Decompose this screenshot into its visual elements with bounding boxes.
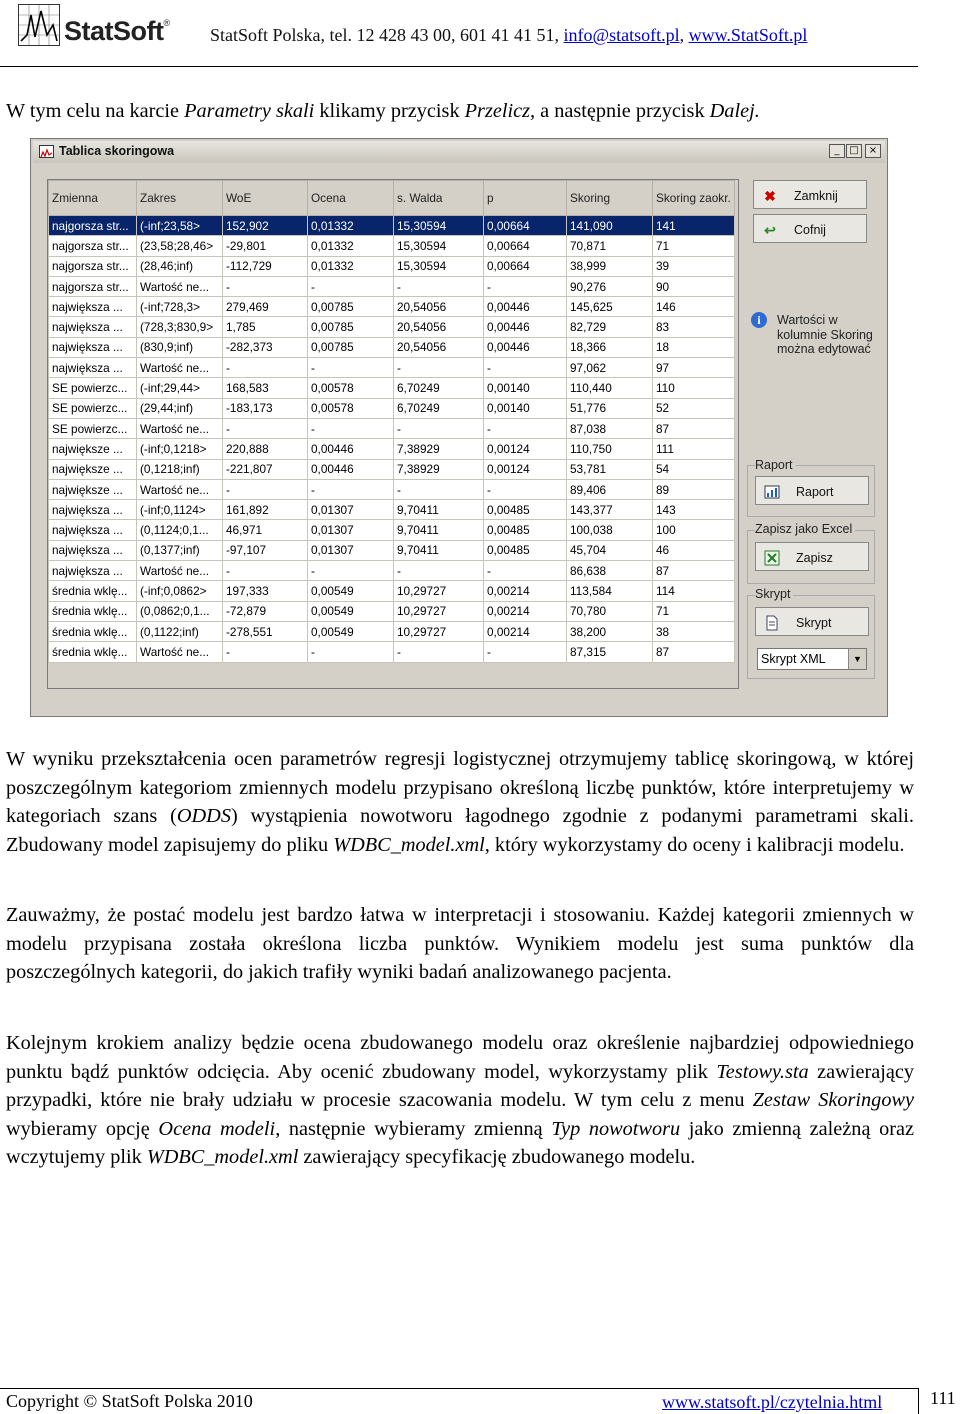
table-cell: najgorsza str... xyxy=(49,216,137,236)
table-cell: SE powierzc... xyxy=(49,418,137,438)
table-row[interactable] xyxy=(49,642,735,662)
table-cell: - xyxy=(394,561,484,581)
table-cell: 152,902 xyxy=(223,216,308,236)
table-cell: 10,29727 xyxy=(394,581,484,601)
table-cell: 0,00485 xyxy=(484,540,567,560)
table-row[interactable] xyxy=(49,540,735,560)
table-cell[interactable]: 113,584 xyxy=(567,581,653,601)
table-cell: 0,00124 xyxy=(484,459,567,479)
table-cell[interactable]: 90 xyxy=(653,276,735,296)
table-cell: 0,00785 xyxy=(308,337,394,357)
table-cell: - xyxy=(308,479,394,499)
table-row[interactable] xyxy=(49,601,735,621)
table-row[interactable] xyxy=(49,317,735,337)
table-cell: największa ... xyxy=(49,540,137,560)
info-note: Wartości w kolumnie Skoring można edytować xyxy=(777,313,873,356)
table-cell: - xyxy=(223,276,308,296)
table-cell: 197,333 xyxy=(223,581,308,601)
table-cell: (28,46;inf) xyxy=(137,256,223,276)
table-cell: 15,30594 xyxy=(394,216,484,236)
table-cell[interactable]: 51,776 xyxy=(567,398,653,418)
table-cell: (29,44;inf) xyxy=(137,398,223,418)
table-row[interactable] xyxy=(49,216,735,236)
close-button[interactable]: ✖ Zamknij xyxy=(753,180,867,209)
table-row[interactable] xyxy=(49,378,735,398)
table-cell: 0,00446 xyxy=(308,439,394,459)
statsoft-logo-text: StatSoft® xyxy=(64,16,170,46)
table-cell[interactable]: 70,780 xyxy=(567,601,653,621)
close-x-icon: ✖ xyxy=(764,188,776,204)
table-cell: - xyxy=(394,358,484,378)
table-cell: 0,00446 xyxy=(484,337,567,357)
statsoft-logo-icon xyxy=(18,4,60,46)
table-cell: 20,54056 xyxy=(394,297,484,317)
column-header[interactable]: Skoring zaokr. xyxy=(653,181,735,216)
table-cell: 0,00578 xyxy=(308,378,394,398)
table-cell: SE powierzc... xyxy=(49,378,137,398)
table-cell: średnia wklę... xyxy=(49,621,137,641)
table-cell: średnia wklę... xyxy=(49,601,137,621)
table-cell: (-inf;0,1218> xyxy=(137,439,223,459)
table-cell[interactable]: 38 xyxy=(653,621,735,641)
table-cell: 15,30594 xyxy=(394,236,484,256)
table-cell: -97,107 xyxy=(223,540,308,560)
table-cell[interactable]: 143 xyxy=(653,500,735,520)
table-cell: -221,807 xyxy=(223,459,308,479)
table-cell[interactable]: 141 xyxy=(653,216,735,236)
table-cell: - xyxy=(484,479,567,499)
table-cell: 0,01307 xyxy=(308,520,394,540)
back-button[interactable]: ↩ Cofnij xyxy=(753,214,867,243)
table-cell: największa ... xyxy=(49,337,137,357)
table-cell: najgorsza str... xyxy=(49,256,137,276)
table-cell: 0,01332 xyxy=(308,216,394,236)
column-header[interactable]: s. Walda xyxy=(394,181,484,216)
scoring-table-window xyxy=(30,138,888,717)
table-cell[interactable]: 71 xyxy=(653,601,735,621)
excel-group-label: Zapisz jako Excel xyxy=(755,522,855,536)
table-cell: największe ... xyxy=(49,459,137,479)
table-cell[interactable]: 87,315 xyxy=(567,642,653,662)
scoring-grid[interactable] xyxy=(47,179,739,689)
column-header[interactable]: Zakres xyxy=(137,181,223,216)
table-cell: - xyxy=(308,418,394,438)
table-cell[interactable]: 100,038 xyxy=(567,520,653,540)
table-cell[interactable]: 87 xyxy=(653,642,735,662)
table-cell: - xyxy=(484,561,567,581)
paragraph-model-evaluation: Kolejnym krokiem analizy będzie ocena zbudowanego modelu oraz określenie najbardziej odpowiedniego punktu bądź punktów odcięcia. Aby ocenić zbudowany model, wykorzystamy plik Testowy.sta zawierający przypadki, które nie brały udziału w procesie szacowania modelu. W tym celu z menu Zestaw Skoringowy wybieramy opcję Ocena modeli, następnie wybieramy zmienną Typ nowotworu jako zmienną zależną oraz wczytujemy plik WDBC_model.xml zawierający specyfikację zbudowanego modelu. xyxy=(6,1032,914,1169)
table-cell: 168,583 xyxy=(223,378,308,398)
column-header[interactable]: Ocena xyxy=(308,181,394,216)
table-cell: 0,00140 xyxy=(484,378,567,398)
table-cell: najgorsza str... xyxy=(49,236,137,256)
table-cell: - xyxy=(484,418,567,438)
undo-arrow-icon: ↩ xyxy=(764,222,776,238)
table-cell: Wartość ne... xyxy=(137,276,223,296)
table-cell: 20,54056 xyxy=(394,317,484,337)
table-cell[interactable]: 89,406 xyxy=(567,479,653,499)
minimize-button[interactable]: _ xyxy=(829,144,845,158)
table-cell[interactable]: 110,440 xyxy=(567,378,653,398)
window-title: Tablica skoringowa xyxy=(59,144,175,158)
table-cell[interactable]: 145,625 xyxy=(567,297,653,317)
table-row[interactable] xyxy=(49,276,735,296)
table-cell: 9,70411 xyxy=(394,500,484,520)
report-group-label: Raport xyxy=(755,458,796,472)
table-cell: 10,29727 xyxy=(394,621,484,641)
table-cell: Wartość ne... xyxy=(137,642,223,662)
table-cell: 0,00785 xyxy=(308,297,394,317)
table-cell: - xyxy=(484,642,567,662)
table-cell: 20,54056 xyxy=(394,337,484,357)
table-cell: 0,00549 xyxy=(308,621,394,641)
table-cell: 0,00664 xyxy=(484,216,567,236)
table-cell[interactable]: 39 xyxy=(653,256,735,276)
table-cell: Wartość ne... xyxy=(137,418,223,438)
table-cell: - xyxy=(308,561,394,581)
table-cell[interactable]: 83 xyxy=(653,317,735,337)
table-cell: - xyxy=(308,642,394,662)
table-cell: średnia wklę... xyxy=(49,642,137,662)
table-cell[interactable]: 52 xyxy=(653,398,735,418)
table-cell: (830,9;inf) xyxy=(137,337,223,357)
excel-icon xyxy=(764,550,780,566)
table-cell: - xyxy=(223,418,308,438)
table-row[interactable] xyxy=(49,398,735,418)
table-cell[interactable]: 97,062 xyxy=(567,358,653,378)
table-cell: - xyxy=(394,276,484,296)
table-cell: 7,38929 xyxy=(394,459,484,479)
table-cell[interactable]: 141,090 xyxy=(567,216,653,236)
table-cell[interactable]: 53,781 xyxy=(567,459,653,479)
table-cell[interactable]: 110 xyxy=(653,378,735,398)
table-cell: -29,801 xyxy=(223,236,308,256)
table-cell: - xyxy=(394,418,484,438)
table-cell[interactable]: 114 xyxy=(653,581,735,601)
table-row[interactable] xyxy=(49,479,735,499)
table-cell: -278,551 xyxy=(223,621,308,641)
table-row[interactable] xyxy=(49,297,735,317)
table-cell: 0,00446 xyxy=(308,459,394,479)
table-cell: 0,00785 xyxy=(308,317,394,337)
table-cell: Wartość ne... xyxy=(137,479,223,499)
table-cell: 0,00664 xyxy=(484,236,567,256)
script-button[interactable]: Skrypt xyxy=(755,607,869,636)
table-cell: - xyxy=(394,479,484,499)
table-cell: (0,1377;inf) xyxy=(137,540,223,560)
footer-copyright: Copyright © StatSoft Polska 2010 xyxy=(6,1391,253,1411)
footer-separator xyxy=(918,1388,919,1414)
table-cell: - xyxy=(223,479,308,499)
table-cell: 0,01332 xyxy=(308,236,394,256)
table-cell: 0,01307 xyxy=(308,540,394,560)
paragraph-model-interpretation: Zauważmy, że postać modelu jest bardzo łatwa w interpretacji i stosowaniu. Każdej kategorii zmiennych w modelu przypisana została określona liczba punktów. Wynikiem modelu jest suma punktów dla poszczególnych kategorii, do jakich trafiły wyniki badań analizowanego pacjenta. xyxy=(6,904,914,984)
chart-app-icon xyxy=(39,145,54,158)
table-cell: największa ... xyxy=(49,358,137,378)
table-cell: - xyxy=(223,561,308,581)
table-cell[interactable]: 100 xyxy=(653,520,735,540)
table-cell[interactable]: 54 xyxy=(653,459,735,479)
table-cell[interactable]: 111 xyxy=(653,439,735,459)
table-cell: 46,971 xyxy=(223,520,308,540)
table-cell: 0,00214 xyxy=(484,621,567,641)
table-cell: największa ... xyxy=(49,317,137,337)
table-cell[interactable]: 89 xyxy=(653,479,735,499)
table-row[interactable] xyxy=(49,358,735,378)
header-divider xyxy=(0,66,918,67)
table-cell: (728,3;830,9> xyxy=(137,317,223,337)
paragraph-scoring-table: W wyniku przekształcenia ocen parametrów regresji logistycznej otrzymujemy tablicę skoringową, w której poszczególnym kategoriom zmiennych modelu przypisano określoną liczbę punktów, które interpretujemy w kategoriach szans (ODDS) wystąpienia nowotworu łagodnego zgodnie z podanymi parametrami skali. Zbudowany model zapisujemy do pliku WDBC_model.xml, który wykorzystamy do oceny i kalibracji modelu. xyxy=(6,748,914,856)
table-cell: 0,00140 xyxy=(484,398,567,418)
table-cell: średnia wklę... xyxy=(49,581,137,601)
table-cell: Wartość ne... xyxy=(137,561,223,581)
table-cell: - xyxy=(223,358,308,378)
table-cell[interactable]: 146 xyxy=(653,297,735,317)
table-cell: 0,00549 xyxy=(308,581,394,601)
table-cell: 1,785 xyxy=(223,317,308,337)
intro-paragraph: W tym celu na karcie Parametry skali klikamy przycisk Przelicz, a następnie przycisk Dalej. xyxy=(6,100,760,122)
table-row[interactable] xyxy=(49,459,735,479)
table-cell[interactable]: 97 xyxy=(653,358,735,378)
table-cell: (-inf;23,58> xyxy=(137,216,223,236)
script-format-select[interactable]: Skrypt XML ▼ xyxy=(757,648,867,670)
table-row[interactable] xyxy=(49,621,735,641)
table-cell[interactable]: 86,638 xyxy=(567,561,653,581)
table-cell[interactable]: 87 xyxy=(653,561,735,581)
table-cell: 0,01332 xyxy=(308,256,394,276)
table-cell: (23,58;28,46> xyxy=(137,236,223,256)
script-page-icon xyxy=(764,615,780,631)
column-header[interactable]: Zmienna xyxy=(49,181,137,216)
table-cell[interactable]: 38,999 xyxy=(567,256,653,276)
table-cell: 0,00214 xyxy=(484,601,567,621)
table-row[interactable] xyxy=(49,561,735,581)
table-cell: największa ... xyxy=(49,561,137,581)
table-cell: - xyxy=(308,358,394,378)
column-header[interactable]: Skoring xyxy=(567,181,653,216)
table-cell: (-inf;0,0862> xyxy=(137,581,223,601)
table-cell: 6,70249 xyxy=(394,378,484,398)
table-row[interactable] xyxy=(49,337,735,357)
table-cell: 7,38929 xyxy=(394,439,484,459)
table-cell: 0,00124 xyxy=(484,439,567,459)
maximize-button[interactable]: □ xyxy=(846,144,862,158)
table-cell: 0,00549 xyxy=(308,601,394,621)
table-row[interactable] xyxy=(49,418,735,438)
table-cell[interactable]: 110,750 xyxy=(567,439,653,459)
table-cell: - xyxy=(484,358,567,378)
table-cell: 0,00446 xyxy=(484,297,567,317)
table-cell: - xyxy=(394,642,484,662)
table-cell[interactable]: 87 xyxy=(653,418,735,438)
save-button[interactable]: Zapisz xyxy=(755,542,869,571)
table-cell: 161,892 xyxy=(223,500,308,520)
table-cell: 279,469 xyxy=(223,297,308,317)
report-chart-icon xyxy=(764,484,780,500)
table-cell[interactable]: 90,276 xyxy=(567,276,653,296)
table-cell: 10,29727 xyxy=(394,601,484,621)
table-cell: 0,01307 xyxy=(308,500,394,520)
table-cell: 0,00214 xyxy=(484,581,567,601)
info-icon: i xyxy=(751,312,767,328)
table-cell: największa ... xyxy=(49,520,137,540)
website-link[interactable]: www.StatSoft.pl xyxy=(688,25,808,45)
table-cell: 0,00446 xyxy=(484,317,567,337)
table-cell[interactable]: 87,038 xyxy=(567,418,653,438)
table-row[interactable] xyxy=(49,439,735,459)
table-cell: 9,70411 xyxy=(394,540,484,560)
footer-divider xyxy=(0,1388,918,1389)
table-row[interactable] xyxy=(49,520,735,540)
table-cell[interactable]: 143,377 xyxy=(567,500,653,520)
table-cell: największe ... xyxy=(49,439,137,459)
table-cell: - xyxy=(308,276,394,296)
table-cell: SE powierzc... xyxy=(49,398,137,418)
table-cell: - xyxy=(223,642,308,662)
table-cell[interactable]: 82,729 xyxy=(567,317,653,337)
table-cell[interactable]: 70,871 xyxy=(567,236,653,256)
window-titlebar xyxy=(33,141,885,163)
table-cell: 0,00664 xyxy=(484,256,567,276)
table-cell: największa ... xyxy=(49,500,137,520)
table-row[interactable] xyxy=(49,236,735,256)
table-cell[interactable]: 18 xyxy=(653,337,735,357)
table-cell: największa ... xyxy=(49,297,137,317)
table-cell: Wartość ne... xyxy=(137,358,223,378)
header-contact: StatSoft Polska, tel. 12 428 43 00, 601 41 41 51, info@statsoft.pl, www.StatSoft.pl xyxy=(210,25,808,45)
page-number: 111 xyxy=(930,1388,956,1408)
table-cell: (-inf;0,1124> xyxy=(137,500,223,520)
table-cell: 15,30594 xyxy=(394,256,484,276)
table-cell[interactable]: 46 xyxy=(653,540,735,560)
footer-link[interactable]: www.statsoft.pl/czytelnia.html xyxy=(662,1392,883,1412)
window-close-button[interactable]: × xyxy=(865,144,881,158)
table-cell: (-inf;728,3> xyxy=(137,297,223,317)
scoring-table xyxy=(48,180,735,663)
table-cell: 0,00485 xyxy=(484,520,567,540)
table-cell: (0,0862;0,1... xyxy=(137,601,223,621)
table-cell: największe ... xyxy=(49,479,137,499)
table-cell[interactable]: 45,704 xyxy=(567,540,653,560)
table-cell: -112,729 xyxy=(223,256,308,276)
table-cell: 220,888 xyxy=(223,439,308,459)
column-header[interactable]: WoE xyxy=(223,181,308,216)
table-cell: najgorsza str... xyxy=(49,276,137,296)
table-cell: 0,00578 xyxy=(308,398,394,418)
table-row[interactable] xyxy=(49,581,735,601)
chevron-down-icon[interactable]: ▼ xyxy=(848,649,866,669)
table-cell: 6,70249 xyxy=(394,398,484,418)
table-cell[interactable]: 71 xyxy=(653,236,735,256)
email-link[interactable]: info@statsoft.pl xyxy=(563,25,680,45)
table-cell: (0,1122;inf) xyxy=(137,621,223,641)
table-cell: (0,1218;inf) xyxy=(137,459,223,479)
table-cell: (-inf;29,44> xyxy=(137,378,223,398)
table-cell: (0,1124;0,1... xyxy=(137,520,223,540)
table-cell: 9,70411 xyxy=(394,520,484,540)
report-button[interactable]: Raport xyxy=(755,476,869,505)
table-row[interactable] xyxy=(49,256,735,276)
script-group-label: Skrypt xyxy=(755,587,793,601)
table-cell[interactable]: 38,200 xyxy=(567,621,653,641)
table-cell: -72,879 xyxy=(223,601,308,621)
table-cell[interactable]: 18,366 xyxy=(567,337,653,357)
table-row[interactable] xyxy=(49,500,735,520)
table-cell: - xyxy=(484,276,567,296)
table-cell: -183,173 xyxy=(223,398,308,418)
table-cell: -282,373 xyxy=(223,337,308,357)
table-cell: 0,00485 xyxy=(484,500,567,520)
column-header[interactable]: p xyxy=(484,181,567,216)
